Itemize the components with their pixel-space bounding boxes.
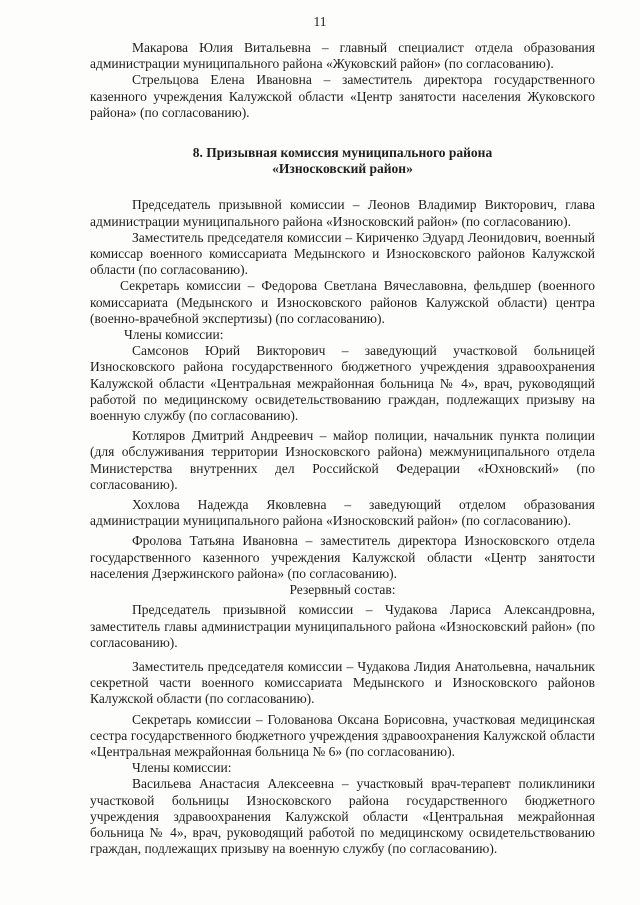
member-frolova: Фролова Татьяна Ивановна – заместитель директора Износковского отдела государственного казенного учреждения Калужской области «Центр занятости населения Дзержинского района» (по согласованию). (90, 533, 595, 581)
members-label: Члены комиссии: (124, 327, 224, 343)
section-title-line1: 8. Призывная комиссия муниципального района (192, 145, 493, 161)
reserve-deputy-paragraph: Заместитель председателя комиссии – Чудакова Лидия Анатольевна, начальник секретной части военного комиссариата Медынского и Износковского районов Калужской области (по согласованию). (90, 658, 595, 707)
member-samsonov: Самсонов Юрий Викторович – заведующий участковой больницей Износковского района государственного бюджетного учреждения здравоохранения Калужской области «Центральная межрайонная больница № 4», врач, руководящий работой по медицинскому освидетельствованию граждан, подлежащих призыву на военную службу (по согласованию). (90, 343, 595, 424)
deputy-paragraph: Заместитель председателя комиссии – Кириченко Эдуард Леонидович, военный комиссар военного комиссариата Медынского и Износковского районов Калужской области (по согласованию). (90, 229, 595, 278)
section-heading (90, 145, 595, 177)
member-kotlyarov: Котляров Дмитрий Андреевич – майор полиции, начальник пункта полиции (для обслуживания территории Износковского района) межмуниципального отдела Министерства внутренних дел Российской Федерации «Юхновский» (по согласованию). (90, 428, 595, 492)
reserve-member-vasilyeva: Васильева Анастасия Алексеевна – участковый врач-терапевт поликлиники участковой больницы Износковского района государственного бюджетного учреждения здравоохранения Калужской области «Центральная межрайонная больница № 4», врач, руководящий работой по медицинскому освидетельствованию граждан, подлежащих призыву на военную службу (по согласованию). (90, 776, 595, 857)
chair-paragraph: Председатель призывной комиссии – Леонов Владимир Викторович, глава администрации муниципального района «Износковский район» (по согласованию). (90, 197, 595, 229)
document-body (90, 40, 595, 857)
page-number: 11 (313, 14, 327, 29)
paragraph-makarova: Макарова Юлия Витальевна – главный специалист отдела образования администрации муниципального района «Жуковский район» (по согласованию). (90, 40, 595, 72)
reserve-label: Резервный состав: (289, 582, 396, 598)
reserve-members-label: Члены комиссии: (132, 760, 232, 776)
reserve-chair-paragraph: Председатель призывной комиссии – Чудакова Лариса Александровна, заместитель главы администрации муниципального района «Износковский район» (по согласованию). (90, 602, 595, 650)
section-title-line2: «Износковский район» (272, 161, 413, 177)
member-khokhlova: Хохлова Надежда Яковлевна – заведующий отделом образования администрации муниципального района «Износковский район» (по согласованию). (90, 497, 595, 529)
paragraph-streltsova: Стрельцова Елена Ивановна – заместитель директора государственного казенного учреждения Калужской области «Центр занятости населения Жуковского района» (по согласованию). (90, 72, 595, 120)
reserve-secretary-paragraph: Секретарь комиссии – Голованова Оксана Борисовна, участковая медицинская сестра государственного бюджетного учреждения здравоохранения Калужской области «Центральная межрайонная больница № 6» (по согласованию). (90, 711, 595, 759)
secretary-paragraph: Секретарь комиссии – Федорова Светлана Вячеславовна, фельдшер (военного комиссариата (Медынского и Износковского районов Калужской области) центра (военно-врачебной экспертизы) (по согласованию). (90, 278, 595, 326)
